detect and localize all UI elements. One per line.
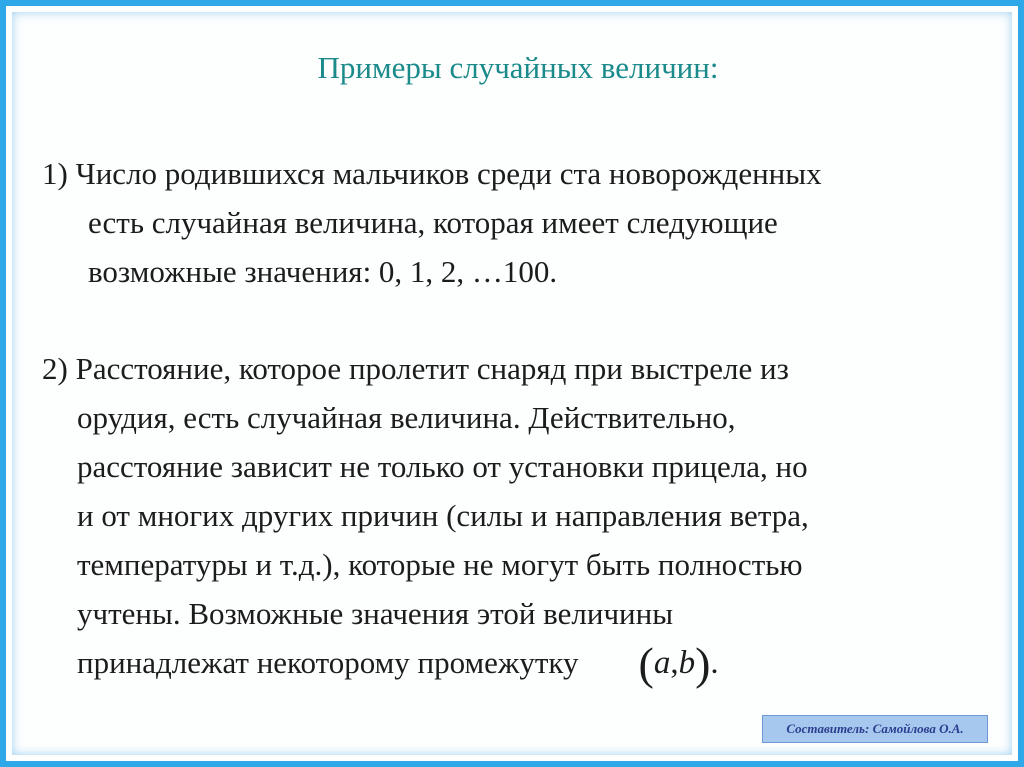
paragraph-1-line: 1) Число родившихся мальчиков среди ста новорожденных [42,156,822,191]
paragraph-1-line: возможные значения: 0, 1, 2, …100. [88,254,558,289]
paragraph-2-line: принадлежат некоторому промежутку [77,645,579,680]
paragraph-2-line: орудия, есть случайная величина. Действительно, [77,400,736,435]
paragraph-1-line: есть случайная величина, которая имеет следующие [88,205,778,240]
paragraph-2-line: учтены. Возможные значения этой величины [77,596,674,631]
paragraph-2-line: и от многих других причин (силы и направления ветра, [77,498,809,533]
interval-open-paren: ( [638,638,654,689]
interval-period: . [710,645,719,681]
interval-a: a [653,645,671,681]
paragraph-1 [42,149,822,296]
paragraph-2-last-line [42,638,809,688]
interval-comma: , [670,645,679,681]
slide-title: Примеры случайных величин: [317,50,719,85]
paragraph-2-line: 2) Расстояние, которое пролетит снаряд при выстреле из [42,351,789,386]
paragraph-2 [42,344,809,688]
interval-b: b [678,645,696,681]
interval-formula [639,639,719,688]
paragraph-2-line: температуры и т.д.), которые не могут быть полностью [77,547,803,582]
paragraph-2-line: расстояние зависит не только от установки прицела, но [77,449,808,484]
author-credit: Составитель: Самойлова О.А. [762,715,988,743]
interval-close-paren: ) [695,638,711,689]
